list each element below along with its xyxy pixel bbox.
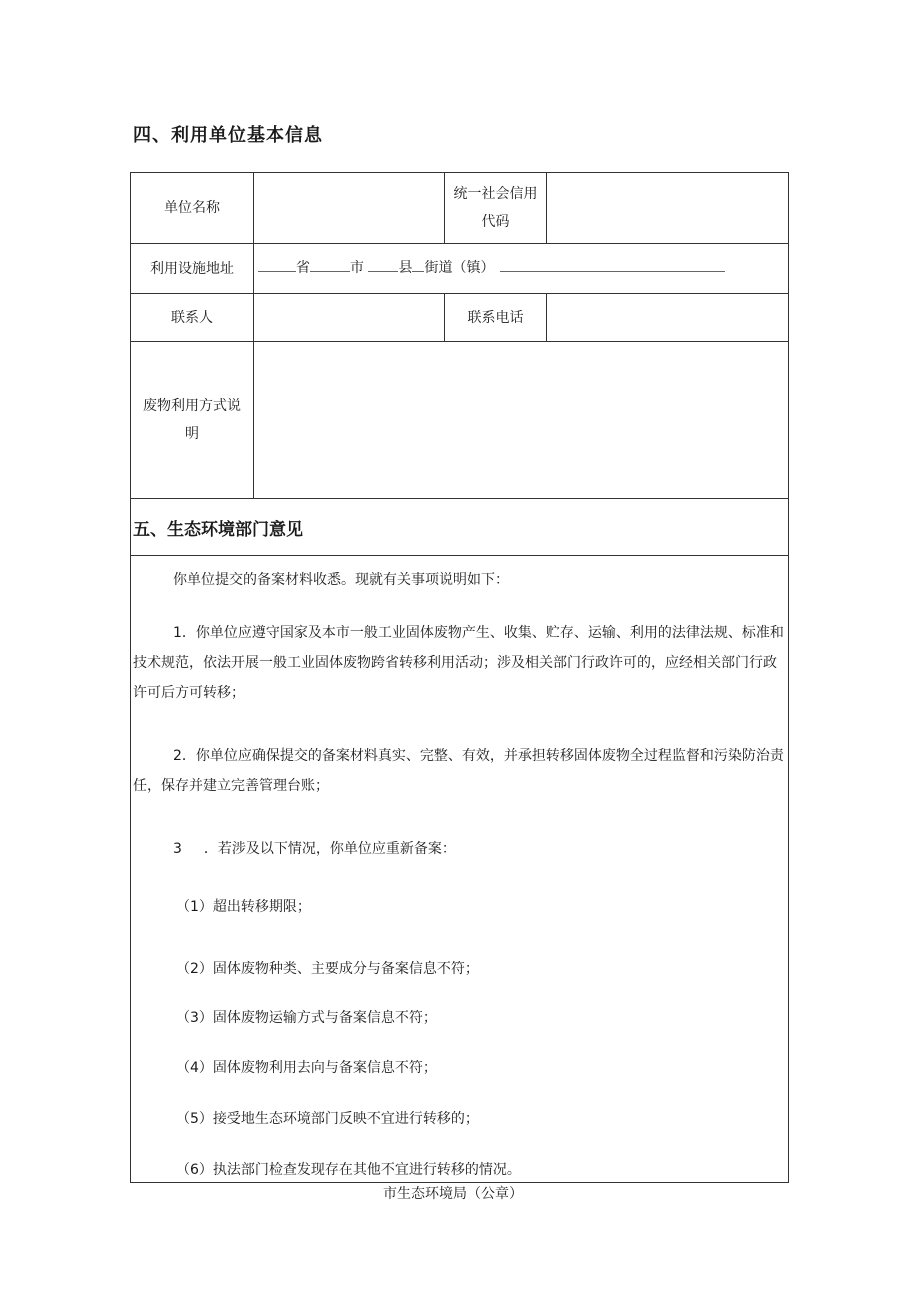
row-divider xyxy=(130,498,789,499)
phone-field[interactable] xyxy=(547,294,788,341)
opinion-item-3 xyxy=(173,834,456,865)
utilization-method-field[interactable] xyxy=(254,342,788,498)
facility-address-field[interactable] xyxy=(258,257,725,277)
condition-2: （2）固体废物种类、主要成分与备案信息不符； xyxy=(176,961,479,977)
contact-label xyxy=(131,294,253,341)
opinion-item-3-text: ．若涉及以下情况，你单位应重新备案： xyxy=(203,841,456,857)
opinion-item-2: 2．你单位应确保提交的备案材料真实、完整、有效，并承担转移固体废物全过程监督和污染防治责任，保存并建立完善管理台账； xyxy=(133,748,784,794)
credit-code-label-line1: 统一社会信用 xyxy=(453,186,538,202)
province-suffix: 省 xyxy=(296,260,310,276)
county-blank[interactable] xyxy=(368,257,398,272)
section5-title: 五、生态环境部门意见 xyxy=(133,520,303,540)
section4-title: 四、利用单位基本信息 xyxy=(133,125,323,146)
unit-name-label xyxy=(131,173,253,243)
opinion-item-3-number: 3 xyxy=(173,841,182,857)
condition-1: （1）超出转移期限； xyxy=(176,899,311,915)
row-divider xyxy=(130,555,789,556)
contact-field[interactable] xyxy=(254,294,444,341)
street-blank[interactable] xyxy=(412,257,424,272)
facility-address-label-text: 利用设施地址 xyxy=(150,260,234,277)
phone-label-text: 联系电话 xyxy=(467,309,524,326)
opinion-intro: 你单位提交的备案材料收悉。现就有关事项说明如下： xyxy=(173,572,509,588)
utilization-method-label xyxy=(131,342,253,498)
condition-5: （5）接受地生态环境部门反映不宜进行转移的； xyxy=(176,1111,479,1127)
contact-label-text: 联系人 xyxy=(171,309,213,326)
credit-code-field[interactable] xyxy=(547,173,788,243)
county-suffix: 县 xyxy=(398,260,413,276)
utilization-method-label-line2: 明 xyxy=(185,426,199,442)
opinion-item-1: 1．你单位应遵守国家及本市一般工业固体废物产生、收集、贮存、运输、利用的法律法规、标准和技术规范，依法开展一般工业固体废物跨省转移利用活动；涉及相关部门行政许可的，应经相关部门行政许可后方可转移； xyxy=(133,625,784,701)
province-blank[interactable] xyxy=(258,257,296,272)
city-blank[interactable] xyxy=(310,257,350,272)
credit-code-label-line2: 代码 xyxy=(481,214,510,230)
condition-4: （4）固体废物利用去向与备案信息不符； xyxy=(176,1060,437,1076)
facility-address-label xyxy=(131,244,253,293)
unit-name-label-text: 单位名称 xyxy=(164,200,220,216)
condition-6: （6）执法部门检查发现存在其他不宜进行转移的情况。 xyxy=(176,1162,521,1178)
phone-label xyxy=(445,294,546,341)
street-suffix: 街道（镇） xyxy=(424,260,495,276)
condition-3: （3）固体废物运输方式与备案信息不符； xyxy=(176,1010,437,1026)
unit-name-field[interactable] xyxy=(254,173,444,243)
official-seal-label: 市生态环境局（公章） xyxy=(383,1186,523,1202)
credit-code-label xyxy=(445,173,546,243)
utilization-method-label-line1: 废物利用方式说 xyxy=(143,398,241,414)
detail-address-blank[interactable] xyxy=(500,257,725,272)
city-suffix: 市 xyxy=(350,260,364,276)
